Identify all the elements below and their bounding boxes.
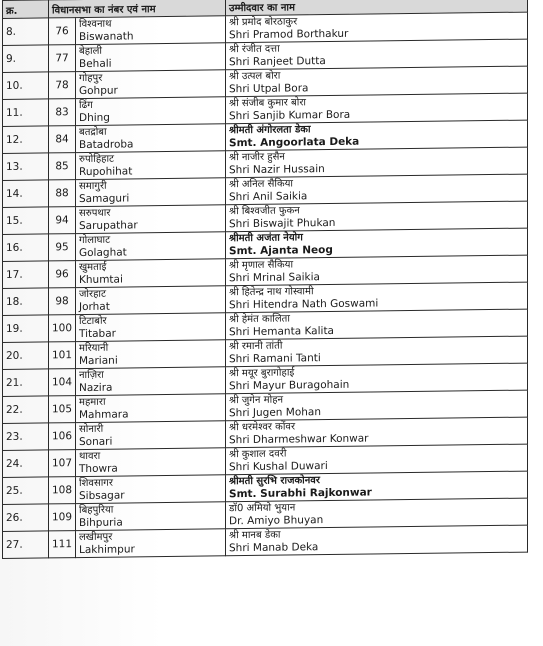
row-serial: 24. (3, 450, 49, 478)
candidate-name (226, 525, 528, 556)
constituency-name-english: Sonari (79, 435, 113, 448)
candidate-name-english: Shri Ranjeet Dutta (229, 54, 326, 68)
constituency-name (76, 232, 226, 261)
constituency-number: 95 (49, 234, 76, 261)
candidate-name (226, 39, 528, 70)
constituency-name-english: Lakhimpur (79, 542, 135, 556)
constituency-number: 109 (49, 504, 76, 531)
candidate-name (226, 174, 528, 205)
candidate-name-hindi: श्री धरमेश्वर कोंवर (229, 420, 296, 433)
row-serial: 16. (3, 234, 49, 262)
candidate-name (226, 255, 528, 286)
candidate-table (2, 0, 528, 559)
constituency-number: 83 (49, 99, 76, 126)
candidate-name (226, 390, 528, 421)
constituency-name-english: Samaguri (79, 191, 130, 205)
constituency-name-english: Nazira (79, 381, 113, 394)
candidate-name-english: Smt. Ajanta Neog (229, 243, 333, 257)
candidate-name (226, 309, 528, 340)
candidate-name-english: Shri Anil Saikia (229, 189, 308, 203)
constituency-number: 94 (49, 207, 76, 234)
row-serial: 14. (3, 180, 49, 208)
row-serial: 15. (3, 207, 49, 235)
candidate-name-english: Shri Hemanta Kalita (229, 324, 334, 338)
candidate-name (226, 12, 528, 43)
candidate-name-hindi: श्रीमती अंगोरलता डेका (229, 123, 311, 136)
constituency-name (76, 97, 226, 126)
constituency-name (76, 475, 226, 504)
header-serial: क्र. (3, 0, 49, 18)
candidate-name-english: Shri Jugen Mohan (229, 405, 322, 419)
candidate-name (226, 147, 528, 178)
constituency-name (76, 340, 226, 369)
constituency-number: 84 (49, 126, 76, 153)
candidate-name-english: Shri Biswajit Phukan (229, 216, 336, 230)
constituency-name-english: Sarupathar (79, 218, 138, 232)
constituency-name (76, 502, 226, 531)
constituency-name-english: Khumtai (79, 273, 123, 286)
constituency-name-english: Golaghat (79, 245, 127, 259)
candidate-name (226, 336, 528, 367)
candidate-name-english: Shri Mayur Buragohain (229, 378, 350, 392)
constituency-name-hindi: समागुरी (79, 180, 107, 192)
candidate-name-hindi: श्री संजीब कुमार बोरा (229, 96, 307, 109)
constituency-name-english: Behali (79, 57, 112, 70)
constituency-name (76, 259, 226, 288)
constituency-name-hindi: बेहाली (79, 45, 102, 57)
constituency-name-english: Batadroba (79, 137, 134, 151)
row-serial: 8. (3, 18, 49, 46)
row-serial: 26. (3, 504, 49, 532)
candidate-name-hindi: श्री अनिल सैकिया (229, 177, 294, 190)
row-serial: 23. (3, 423, 49, 451)
row-serial: 17. (3, 261, 49, 289)
constituency-number: 106 (49, 423, 76, 450)
constituency-number: 100 (49, 315, 76, 342)
constituency-name (76, 70, 226, 99)
constituency-name-hindi: नाज़िरा (79, 369, 104, 381)
candidate-name-hindi: श्री जुगेन मोहन (229, 394, 284, 406)
constituency-name-english: Gohpur (79, 84, 118, 97)
candidate-name-english: Shri Utpal Bora (229, 81, 309, 95)
constituency-name-hindi: खुमताई (79, 261, 107, 273)
constituency-name (76, 124, 226, 153)
candidate-name (226, 471, 528, 502)
constituency-number: 105 (49, 396, 76, 423)
candidate-name-hindi: श्री बिश्वजीत फुकन (229, 204, 300, 217)
constituency-name-english: Rupohihat (79, 164, 133, 178)
constituency-name-english: Bihpuria (79, 516, 123, 529)
constituency-name-hindi: बिहपुरिया (79, 504, 114, 516)
constituency-name (76, 313, 226, 342)
constituency-number: 98 (49, 288, 76, 315)
constituency-name-hindi: महमारा (79, 396, 106, 408)
table-row (3, 525, 528, 558)
candidate-name-english: Shri Manab Deka (229, 540, 319, 554)
constituency-name (76, 178, 226, 207)
candidate-name (226, 282, 528, 313)
constituency-name-english: Mariani (79, 354, 118, 367)
row-serial: 20. (3, 342, 49, 370)
constituency-name-hindi: रुपोहिहाट (79, 153, 115, 165)
constituency-number: 88 (49, 180, 76, 207)
constituency-name-hindi: मरियानी (79, 342, 109, 354)
candidate-name-hindi: श्रीमती अजंता नेयोग (229, 231, 303, 244)
candidate-name-english: Shri Nazir Hussain (229, 162, 325, 176)
candidate-name (226, 66, 528, 97)
candidate-name-english: Shri Pramod Borthakur (229, 27, 349, 41)
candidate-name-hindi: डॉ0 अमियो भुयान (229, 501, 296, 514)
constituency-name (76, 43, 226, 72)
candidate-name-hindi: श्री मृणाल सैकिया (229, 258, 294, 271)
candidate-name-hindi: श्री मानब डेका (229, 529, 281, 541)
constituency-name-hindi: थावरा (79, 450, 101, 462)
candidate-name (226, 228, 528, 259)
constituency-name-english: Mahmara (79, 407, 129, 421)
header-constituency: विधानसभा का नंबर एवं नाम (49, 0, 226, 18)
row-serial: 10. (3, 72, 49, 100)
candidate-name (226, 417, 528, 448)
candidate-name-hindi: श्री मयूर बुरागोहाई (229, 366, 295, 379)
constituency-name (76, 151, 226, 180)
constituency-name-hindi: लखीमपुर (79, 531, 113, 543)
constituency-name-hindi: सरुपथार (79, 207, 111, 219)
row-serial: 13. (3, 153, 49, 181)
constituency-name-hindi: सोनारी (79, 423, 104, 435)
candidate-name-hindi: श्री प्रमोद बोरठाकुर (229, 15, 298, 28)
constituency-number: 101 (49, 342, 76, 369)
constituency-name (76, 205, 226, 234)
candidate-name-hindi: श्री कुशाल दवरी (229, 448, 287, 460)
candidate-name-hindi: श्री हितेन्द्र नाथ गोस्वामी (229, 285, 314, 298)
constituency-name-hindi: गोहपुर (79, 72, 103, 84)
constituency-name (76, 421, 226, 450)
constituency-name (76, 394, 226, 423)
candidate-name (226, 120, 528, 151)
constituency-name-english: Sibsagar (79, 489, 125, 502)
candidate-name-english: Shri Dharmeshwar Konwar (229, 432, 369, 446)
constituency-name (76, 367, 226, 396)
constituency-name-english: Jorhat (79, 300, 110, 313)
candidate-name-english: Shri Hitendra Nath Goswami (229, 296, 379, 311)
constituency-number: 107 (49, 450, 76, 477)
constituency-number: 96 (49, 261, 76, 288)
candidate-name-english: Shri Sanjib Kumar Bora (229, 108, 351, 122)
candidate-name-english: Dr. Amiyo Bhuyan (229, 513, 324, 527)
constituency-name-english: Titabar (79, 327, 116, 340)
constituency-name-english: Biswanath (79, 29, 134, 43)
candidate-name-english: Shri Mrinal Saikia (229, 270, 320, 284)
constituency-number: 111 (49, 531, 76, 558)
row-serial: 25. (3, 477, 49, 505)
candidate-name-english: Smt. Angoorlata Deka (229, 135, 360, 149)
constituency-name-hindi: टिटाबोर (79, 315, 107, 327)
candidate-name (226, 201, 528, 232)
constituency-number: 104 (49, 369, 76, 396)
constituency-name-hindi: जोरहाट (79, 288, 107, 300)
candidate-name-english: Shri Ramani Tanti (229, 351, 321, 365)
constituency-number: 77 (49, 45, 76, 72)
row-serial: 12. (3, 126, 49, 154)
row-serial: 18. (3, 288, 49, 316)
candidate-name-hindi: श्री रमानी तांती (229, 340, 283, 352)
candidate-name-hindi: श्री उत्पल बोरा (229, 70, 281, 82)
row-serial: 27. (3, 531, 49, 559)
constituency-name-hindi: विश्वनाथ (79, 18, 112, 30)
constituency-name (76, 286, 226, 315)
candidate-name-hindi: श्री नाजीर हुसैन (229, 151, 285, 163)
row-serial: 9. (3, 45, 49, 73)
table-body (3, 12, 528, 558)
header-candidate: उम्मीदवार का नाम (226, 0, 528, 16)
constituency-number: 85 (49, 153, 76, 180)
constituency-name-hindi: बतद्रोबा (79, 126, 107, 138)
candidate-name-english: Shri Kushal Duwari (229, 459, 328, 473)
constituency-number: 108 (49, 477, 76, 504)
candidate-name (226, 444, 528, 475)
candidate-name (226, 498, 528, 529)
candidate-name-hindi: श्रीमती सुरभि राजकोनवर (229, 474, 320, 487)
constituency-name-english: Thowra (79, 462, 118, 475)
constituency-name-hindi: ढिंग (79, 99, 93, 111)
constituency-name-english: Dhing (79, 111, 110, 124)
constituency-name-hindi: शिवसागर (79, 477, 114, 489)
row-serial: 21. (3, 369, 49, 397)
constituency-number: 78 (49, 72, 76, 99)
row-serial: 11. (3, 99, 49, 127)
candidate-name (226, 93, 528, 124)
candidate-name-hindi: श्री हेमंत कालिता (229, 312, 290, 325)
constituency-name-hindi: गोलाघाट (79, 234, 111, 246)
constituency-name (76, 448, 226, 477)
candidate-name-hindi: श्री रंजीत दत्ता (229, 43, 280, 55)
candidate-name (226, 363, 528, 394)
row-serial: 19. (3, 315, 49, 343)
constituency-name (76, 16, 226, 45)
constituency-name (76, 529, 226, 558)
row-serial: 22. (3, 396, 49, 424)
constituency-number: 76 (49, 18, 76, 45)
candidate-name-english: Smt. Surabhi Rajkonwar (229, 485, 372, 500)
